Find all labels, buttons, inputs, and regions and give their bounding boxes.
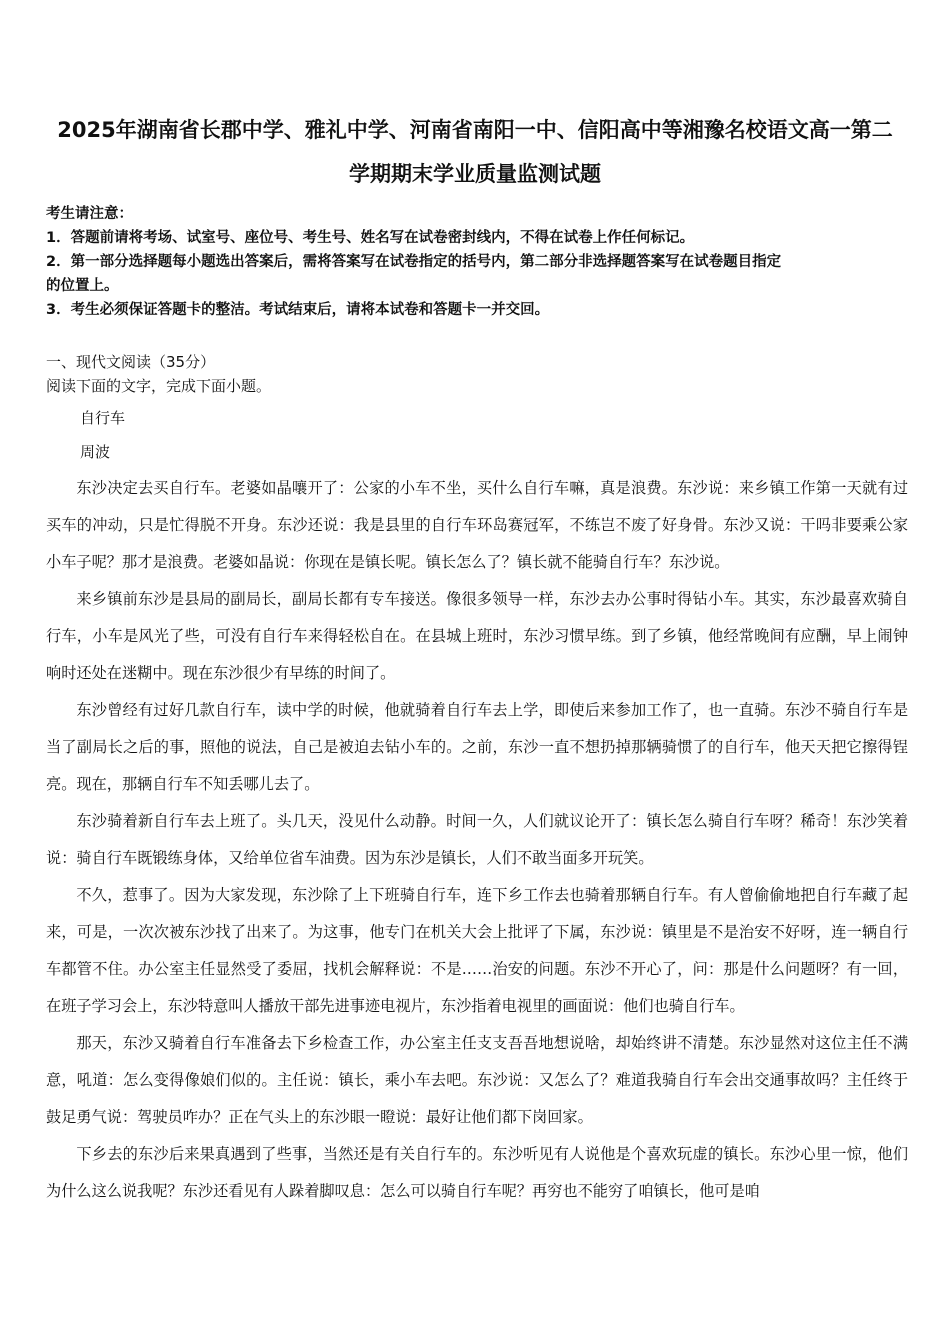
section-heading: 一、现代文阅读（35分） — [46, 353, 216, 371]
reading-instruction: 阅读下面的文字，完成下面小题。 — [46, 377, 272, 395]
story-body — [46, 470, 908, 1210]
story-author: 周波 — [80, 443, 111, 461]
notice-item-3: 3．考生必须保证答题卡的整洁。考试结束后，请将本试卷和答题卡一并交回。 — [46, 302, 550, 318]
story-paragraph: 不久，惹事了。因为大家发现，东沙除了上下班骑自行车，连下乡工作去也骑着那辆自行车。有人曾偷偷地把自行车藏了起来，可是，一次次被东沙找了出来了。为这事，他专门在机关大会上批评了下属，东沙说：镇里是不是治安不好呀，连一辆自行车都管不住。办公室主任显然受了委屈，找机会解释说：不是……治安的问题。东沙不开心了，问：那是什么问题呀？有一回，在班子学习会上，东沙特意叫人播放干部先进事迹电视片，东沙指着电视里的画面说：他们也骑自行车。 — [46, 886, 908, 1015]
story-title: 自行车 — [80, 409, 126, 427]
story-paragraph: 那天，东沙又骑着自行车准备去下乡检查工作，办公室主任支支吾吾地想说啥，却始终讲不清楚。东沙显然对这位主任不满意，吼道：怎么变得像娘们似的。主任说：镇长，乘小车去吧。东沙说：又怎么了？难道我骑自行车会出交通事故吗？主任终于鼓足勇气说：驾驶员咋办？正在气头上的东沙眼一瞪说：最好让他们都下岗回家。 — [46, 1034, 908, 1126]
story-paragraph: 东沙决定去买自行车。老婆如晶嚷开了：公家的小车不坐，买什么自行车嘛，真是浪费。东沙说：来乡镇工作第一天就有过买车的冲动，只是忙得脱不开身。东沙还说：我是县里的自行车环岛赛冠军，不练岂不废了好身骨。东沙又说：干吗非要乘公家小车子呢？那才是浪费。老婆如晶说：你现在是镇长呢。镇长怎么了？镇长就不能骑自行车？东沙说。 — [46, 479, 908, 571]
story-paragraph: 下乡去的东沙后来果真遇到了些事，当然还是有关自行车的。东沙听见有人说他是个喜欢玩虚的镇长。东沙心里一惊，他们为什么这么说我呢？东沙还看见有人跺着脚叹息：怎么可以骑自行车呢？再穷也不能穷了咱镇长，他可是咱 — [46, 1145, 908, 1200]
story-paragraph: 来乡镇前东沙是县局的副局长，副局长都有专车接送。像很多领导一样，东沙去办公事时得钻小车。其实，东沙最喜欢骑自行车，小车是风光了些，可没有自行车来得轻松自在。在县城上班时，东沙习惯早练。到了乡镇，他经常晚间有应酬，早上闹钟响时还处在迷糊中。现在东沙很少有早练的时间了。 — [46, 590, 908, 682]
story-paragraph: 东沙曾经有过好几款自行车，读中学的时候，他就骑着自行车去上学，即使后来参加工作了，也一直骑。东沙不骑自行车是当了副局长之后的事，照他的说法，自己是被迫去钻小车的。之前，东沙一直不想扔掉那辆骑惯了的自行车，他天天把它擦得锃亮。现在，那辆自行车不知丢哪儿去了。 — [46, 701, 908, 793]
notice-item-2-line-2: 的位置上。 — [46, 278, 119, 294]
notice-item-2-line-1: 2．第一部分选择题每小题选出答案后，需将答案写在试卷指定的括号内，第二部分非选择题答案写在试卷题目指定 — [46, 254, 782, 270]
notice-item-1: 1．答题前请将考场、试室号、座位号、考生号、姓名写在试卷密封线内，不得在试卷上作任何标记。 — [46, 230, 695, 246]
exam-title-line-2: 学期期末学业质量监测试题 — [349, 162, 601, 186]
notice-heading: 考生请注意： — [46, 206, 133, 222]
exam-title-line-1: 2025年湖南省长郡中学、雅礼中学、河南省南阳一中、信阳高中等湘豫名校语文高一第二 — [57, 118, 893, 142]
story-paragraph: 东沙骑着新自行车去上班了。头几天，没见什么动静。时间一久，人们就议论开了：镇长怎么骑自行车呀？稀奇！东沙笑着说：骑自行车既锻练身体，又给单位省车油费。因为东沙是镇长，人们不敢当面多开玩笑。 — [46, 812, 908, 867]
